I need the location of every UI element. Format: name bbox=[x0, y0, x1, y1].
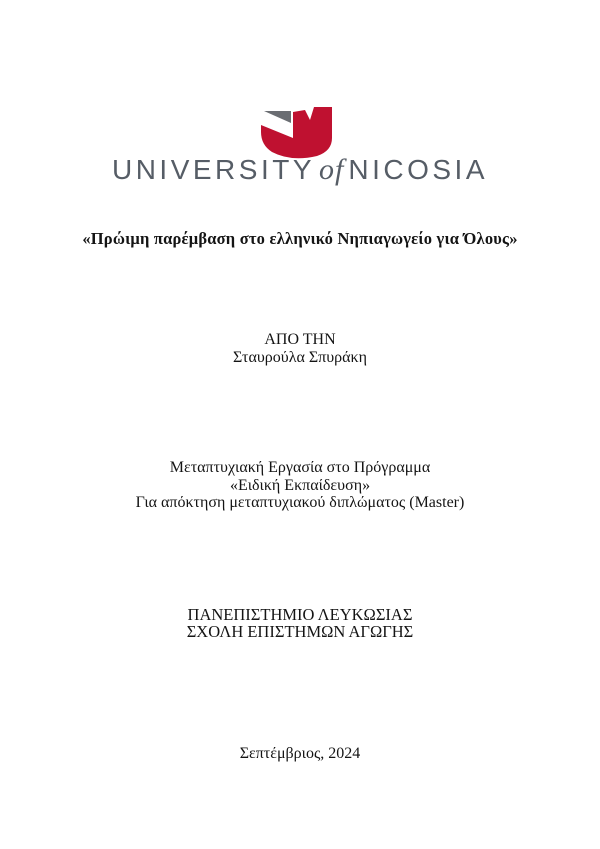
logo-wordmark bbox=[0, 153, 600, 187]
logo-gray-pennant-shape bbox=[264, 111, 291, 123]
thesis-title: «Πρώιμη παρέμβαση στο ελληνικό Νηπιαγωγείο για Όλους» bbox=[82, 229, 518, 248]
school-name: ΣΧΟΛΗ ΕΠΙΣΤΗΜΩΝ ΑΓΩΓΗΣ bbox=[186, 621, 414, 641]
program-line-1: Μεταπτυχιακή Εργασία στο Πρόγραμμα bbox=[169, 459, 431, 476]
program-line-3: Για απόκτηση μεταπτυχιακού διπλώματος (Master) bbox=[135, 494, 465, 511]
institution-block bbox=[0, 607, 600, 640]
author-name: Σταυρούλα Σπυράκη bbox=[233, 348, 367, 366]
wordmark-nicosia: NICOSIA bbox=[348, 154, 488, 185]
author-byline: ΑΠΟ ΤΗΝ bbox=[264, 331, 336, 348]
program-block bbox=[0, 459, 600, 512]
author-block bbox=[0, 331, 600, 366]
wordmark-university: UNIVERSITY bbox=[111, 154, 316, 185]
wordmark-of: of bbox=[319, 153, 345, 186]
program-line-2: «Ειδική Εκπαίδευση» bbox=[229, 476, 371, 494]
publication-date: Σεπτέμβριος, 2024 bbox=[239, 745, 361, 762]
university-logo-icon bbox=[259, 104, 335, 160]
institution-name: ΠΑΝΕΠΙΣΤΗΜΙΟ ΛΕΥΚΩΣΙΑΣ bbox=[187, 605, 413, 624]
logo-u-red-shape bbox=[261, 107, 332, 158]
